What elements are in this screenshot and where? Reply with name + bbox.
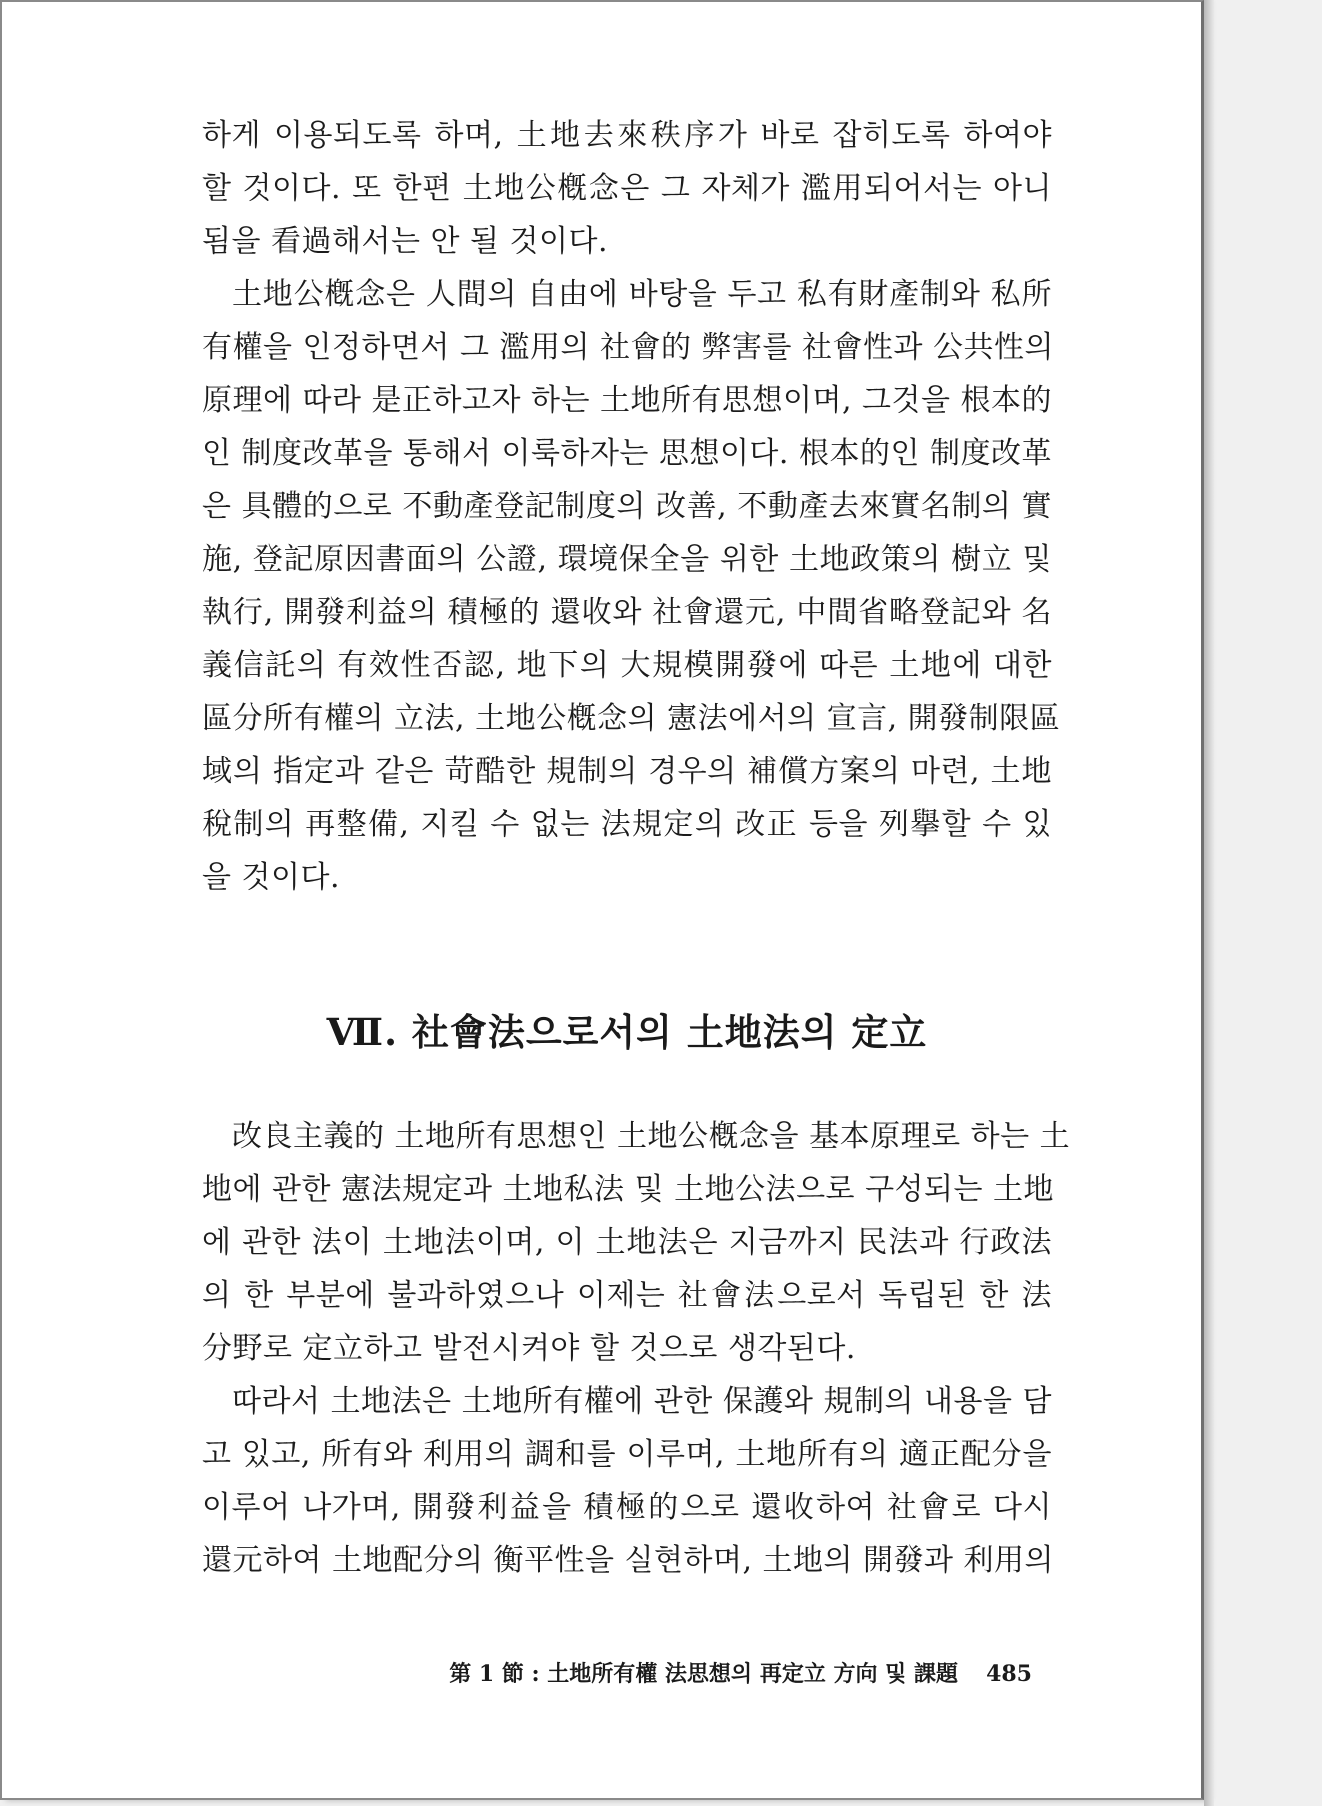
text-line: 은 具體的으로 不動產登記制度의 改善, 不動產去來實名制의 實 [202,489,1052,524]
running-title: 第 1 節 : 土地所有權 法思想의 再定立 方向 및 課題 [449,1661,959,1687]
page-edge-shadow [1204,0,1214,1806]
text-line: 區分所有權의 立法, 土地公槪念의 憲法에서의 宣言, 開發制限區 [202,701,1061,736]
page-footer [422,1657,1032,1688]
text-line: 의 한 부분에 불과하였으나 이제는 社會法으로서 독립된 한 法 [202,1278,1052,1313]
text-line: 따라서 土地法은 土地所有權에 관한 保護와 規制의 내용을 담 [232,1384,1052,1419]
text-line: 을 것이다. [202,860,340,895]
text-line: 有權을 인정하면서 그 濫用의 社會的 弊害를 社會性과 公共性의 [202,330,1055,365]
text-line: 域의 指定과 같은 苛酷한 規制의 경우의 補償方案의 마련, 土地 [202,754,1052,789]
text-line: 地에 관한 憲法規定과 土地私法 및 土地公法으로 구성되는 土地 [202,1172,1055,1207]
text-line: 義信託의 有效性否認, 地下의 大規模開發에 따른 土地에 대한 [202,648,1052,683]
text-line: 稅制의 再整備, 지킬 수 없는 法規定의 改正 등을 列擧할 수 있 [202,807,1052,842]
text-line: 이루어 나가며, 開發利益을 積極的으로 還收하여 社會로 다시 [202,1490,1052,1525]
page-number: 485 [986,1661,1032,1687]
text-line: 改良主義的 土地所有思想인 土地公槪念을 基本原理로 하는 土 [232,1119,1071,1154]
text-line: 에 관한 法이 土地法이며, 이 土地法은 지금까지 民法과 行政法 [202,1225,1052,1260]
text-line: 執行, 開發利益의 積極的 還收와 社會還元, 中間省略登記와 名 [202,595,1052,630]
text-line: 인 制度改革을 통해서 이룩하자는 思想이다. 根本的인 制度改革 [202,436,1052,471]
text-line: 됨을 看過해서는 안 될 것이다. [202,224,608,259]
body-text-bottom [202,1110,1071,1587]
section-heading: Ⅶ. 社會法으로서의 土地法의 定立 [326,1010,928,1054]
text-line: 土地公槪念은 人間의 自由에 바탕을 두고 私有財產制와 私所 [232,277,1052,312]
body-text-top [202,109,1061,904]
text-line: 還元하여 土地配分의 衡平性을 실현하며, 土地의 開發과 利用의 [202,1543,1055,1578]
text-line: 고 있고, 所有와 利用의 調和를 이루며, 土地所有의 適正配分을 [202,1437,1052,1472]
text-line: 하게 이용되도록 하며, 土地去來秩序가 바로 잡히도록 하여야 [202,118,1052,153]
text-line: 分野로 定立하고 발전시켜야 할 것으로 생각된다. [202,1331,856,1366]
text-line: 할 것이다. 또 한편 土地公槪念은 그 자체가 濫用되어서는 아니 [202,171,1052,206]
text-line: 施, 登記原因書面의 公證, 環境保全을 위한 土地政策의 樹立 및 [202,542,1052,577]
text-line: 原理에 따라 是正하고자 하는 土地所有思想이며, 그것을 根本的 [202,383,1052,418]
